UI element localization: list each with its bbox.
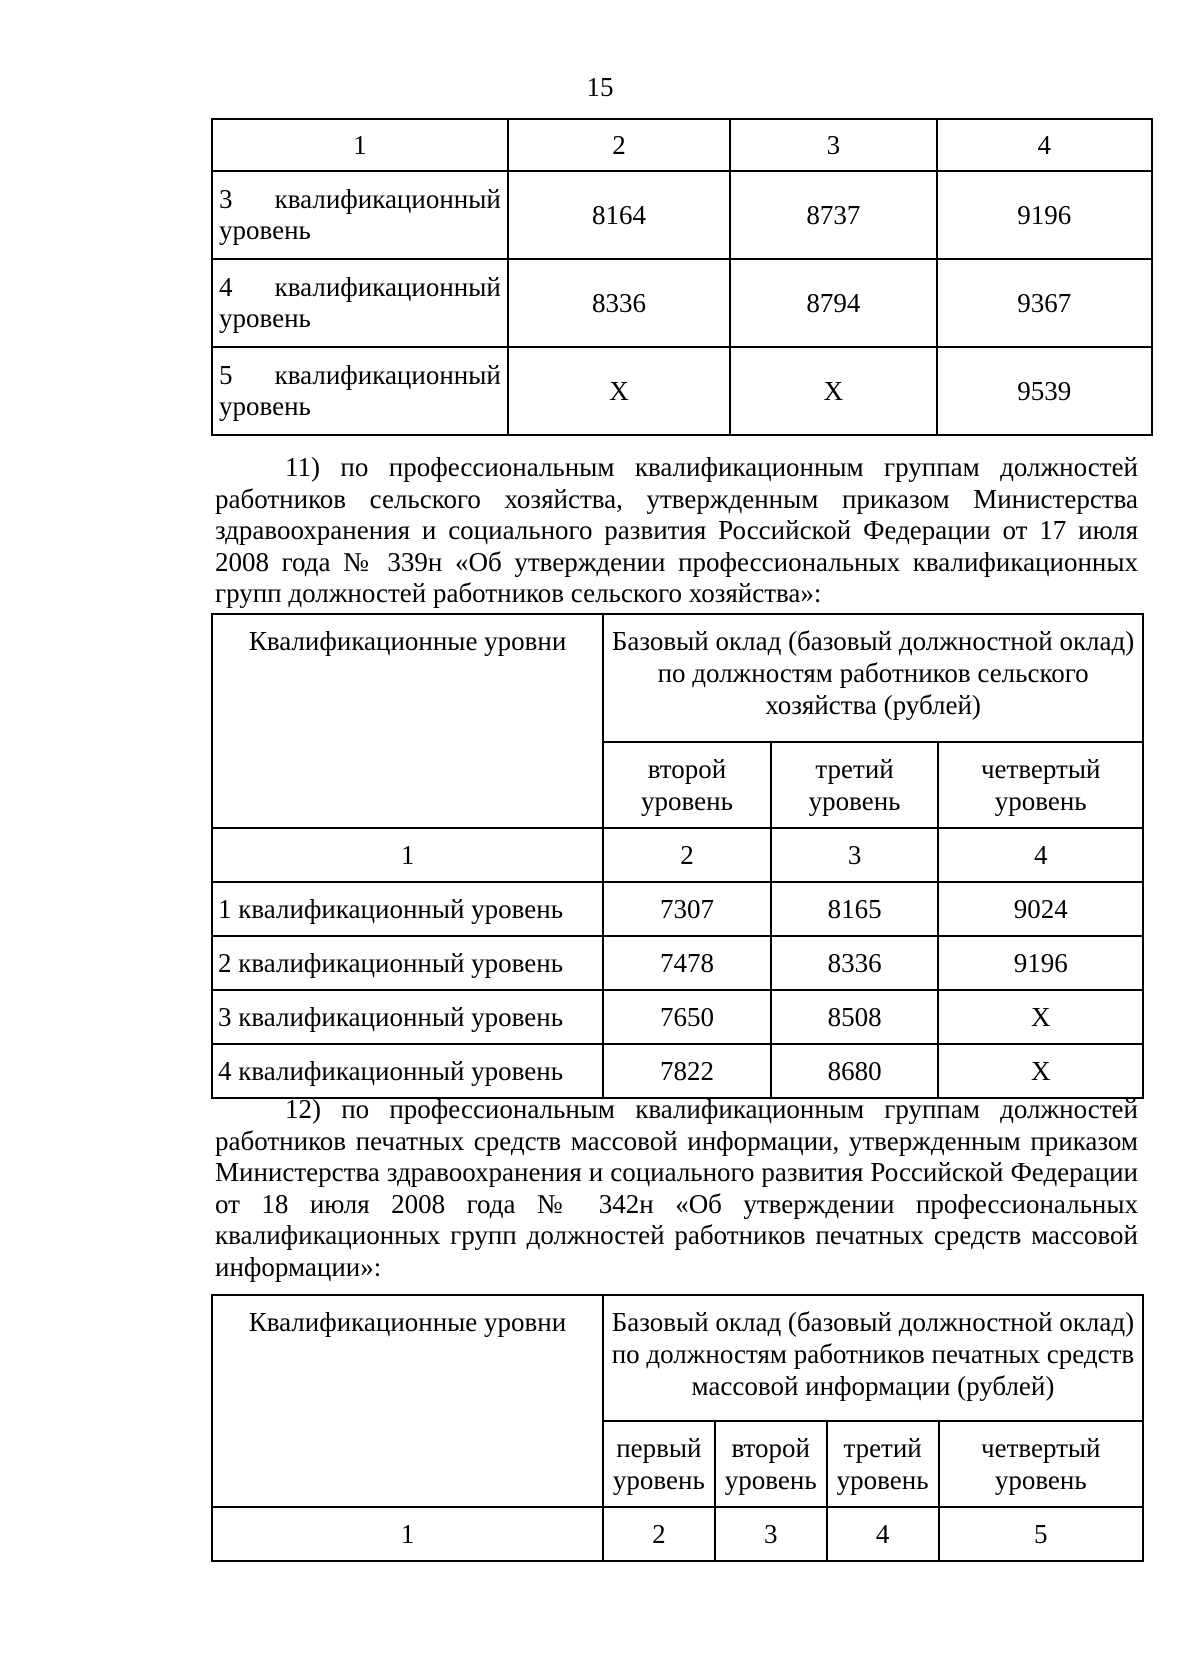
table-cell: 8737 xyxy=(730,171,936,259)
column-number: 2 xyxy=(603,1507,715,1561)
column-number: 5 xyxy=(939,1507,1143,1561)
table-cell: 7822 xyxy=(603,1044,771,1098)
table-row xyxy=(212,990,1143,1044)
table-cell: X xyxy=(508,347,730,435)
table-cell: 9024 xyxy=(938,882,1143,936)
column-numbers-row xyxy=(212,1507,1143,1561)
column-number: 3 xyxy=(730,119,936,171)
row-label: 2 квалификационный уровень xyxy=(212,936,603,990)
table-cell: 9539 xyxy=(937,347,1152,435)
column-number: 1 xyxy=(212,1507,603,1561)
level-subheader: четвертый уровень xyxy=(938,742,1143,828)
level-subheader: третий уровень xyxy=(827,1421,939,1507)
paragraph-12: 12) по профессиональным квалификационным группам должностей работников печатных средств массовой информации, утвержденным приказом Министерства здравоохранения и социального развития Российской Федерации от 18 июля 2008 года № 342н «Об утверждении профессиональных квалификационных групп должностей работников печатных средств массовой информации»: xyxy=(215,1094,1138,1282)
column-number: 1 xyxy=(212,119,508,171)
table-row xyxy=(212,1044,1143,1098)
row-label: 5 квалификационный уровень xyxy=(212,347,508,435)
column-number: 3 xyxy=(715,1507,827,1561)
column-numbers-row xyxy=(212,828,1143,882)
row-label: 3 квалификационный уровень xyxy=(212,171,508,259)
table-cell: 8508 xyxy=(771,990,939,1044)
table-row xyxy=(212,882,1143,936)
column-number: 1 xyxy=(212,828,603,882)
table-cell: 8336 xyxy=(771,936,939,990)
table-cell: 8794 xyxy=(730,259,936,347)
table-cell: 8164 xyxy=(508,171,730,259)
table-cell: 8336 xyxy=(508,259,730,347)
table-cell: X xyxy=(938,990,1143,1044)
column-number: 2 xyxy=(603,828,771,882)
column-number: 2 xyxy=(508,119,730,171)
table-cell: 8680 xyxy=(771,1044,939,1098)
base-salary-header: Базовый оклад (базовый должностной оклад) по должностям работников сельского хозяйства (рублей) xyxy=(603,614,1143,742)
column-number: 4 xyxy=(827,1507,939,1561)
level-subheader: второй уровень xyxy=(715,1421,827,1507)
table-cell: 7650 xyxy=(603,990,771,1044)
level-subheader: третий уровень xyxy=(771,742,939,828)
level-subheader: второй уровень xyxy=(603,742,771,828)
qualification-levels-header: Квалификационные уровни xyxy=(212,1295,603,1507)
print-media-salary-table xyxy=(211,1294,1144,1562)
column-number: 3 xyxy=(771,828,939,882)
row-label: 3 квалификационный уровень xyxy=(212,990,603,1044)
row-label: 4 квалификационный уровень xyxy=(212,1044,603,1098)
column-number: 4 xyxy=(937,119,1152,171)
level-subheader: первый уровень xyxy=(603,1421,715,1507)
row-label: 4 квалификационный уровень xyxy=(212,259,508,347)
table-cell: 8165 xyxy=(771,882,939,936)
agriculture-salary-table xyxy=(211,613,1144,1099)
table-cell: 9196 xyxy=(937,171,1152,259)
qualification-levels-header: Квалификационные уровни xyxy=(212,614,603,828)
row-label: 1 квалификационный уровень xyxy=(212,882,603,936)
table-row xyxy=(212,259,1152,347)
table-cell: 9196 xyxy=(938,936,1143,990)
table-cell: 9367 xyxy=(937,259,1152,347)
salary-table-continued xyxy=(211,118,1153,436)
base-salary-header: Базовый оклад (базовый должностной оклад) по должностям работников печатных средств массовой информации (рублей) xyxy=(603,1295,1143,1421)
column-number: 4 xyxy=(938,828,1143,882)
table-cell: X xyxy=(730,347,936,435)
page-number: 15 xyxy=(586,72,614,102)
paragraph-11: 11) по профессиональным квалификационным группам должностей работников сельского хозяйства, утвержденным приказом Министерства здравоохранения и социального развития Российской Федерации от 17 июля 2008 года № 339н «Об утверждении профессиональных квалификационных групп должностей работников сельского хозяйства»: xyxy=(215,452,1138,608)
table-cell: 7478 xyxy=(603,936,771,990)
table-row xyxy=(212,171,1152,259)
table-cell: X xyxy=(938,1044,1143,1098)
table-cell: 7307 xyxy=(603,882,771,936)
level-subheader: четвертый уровень xyxy=(939,1421,1143,1507)
table-row xyxy=(212,936,1143,990)
table-row xyxy=(212,347,1152,435)
table-header-row xyxy=(212,119,1152,171)
